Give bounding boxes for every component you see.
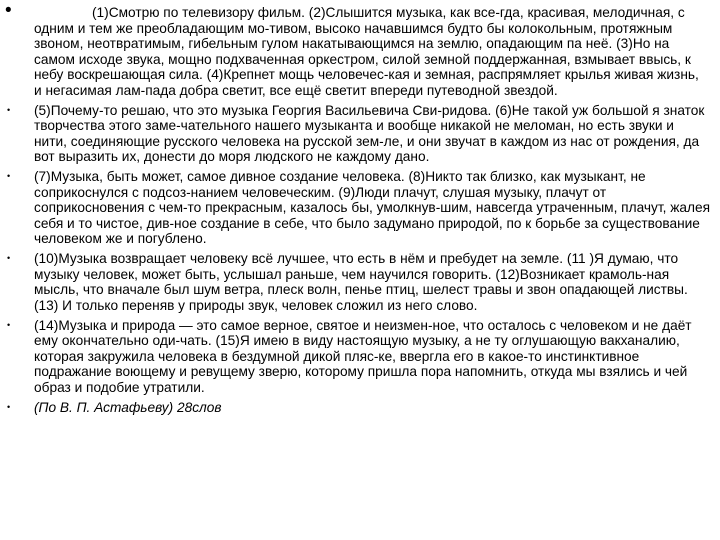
bullet-icon: • [7, 401, 11, 412]
source-attribution [7, 399, 710, 416]
paragraph-text: (10)Музыка возвращает человеку всё лучшее, что есть в нём и пребудет на земле. (11 )Я думаю, что музыку человек, может быть, услышал раньше, чем научился говорить. (12)Возникает крамоль-ная мысль, что вначале был шум ветра, плеск волн, пенье птиц, шелест травы и звон опадающей листвы. (13) И только переняв у природы звук, человек сложил из него слово. [34, 251, 688, 313]
paragraph-text: (1)Смотрю по телевизору фильм. (2)Слышится музыка, как все-гда, красивая, мелодичная, с одним и тем же преобладающим мо-тивом, высоко начавшимся будто бы колокольным, протяжным звоном, неотвратимым, гибельным гулом накатывающимся на землю, опадающим па неё. (3)Но на самом исходе звука, мощно подхваченная оркестром, силой земной поддержанная, взмывает ввысь, к небу воскрешающая сила. (4)Крепнет мощь человечес-кая и земная, распрямляет крылья живая жизнь, и негасимая лам-пада добра светит, все ещё светит впереди путеводной звездой. [34, 5, 699, 98]
paragraph-3 [7, 169, 710, 247]
paragraph-5 [7, 317, 710, 396]
paragraph-2 [7, 102, 710, 165]
bullet-icon: • [5, 0, 12, 21]
bullet-icon: • [7, 171, 11, 182]
bullet-icon: • [7, 319, 11, 330]
paragraph-1 [5, 0, 710, 98]
paragraph-text: (14)Музыка и природа — это самое верное, святое и неизмен-ное, что осталось с человеком и не даёт ему окончательно оди-чать. (15)Я имею в виду настоящую музыку, а не ту оглушающую вакханалию, которая закружила человека в бездумной дикой пляс-ке, ввергла его в какое-то инстинктивное подражание воющему и ревущему зверю, которому пришла пора напомнить, откуда мы взялись и чей образ и подобие утратили. [34, 317, 692, 395]
paragraph-list [5, 0, 710, 420]
paragraph-4 [7, 251, 710, 313]
bullet-icon: • [7, 253, 11, 264]
attribution-text: (По В. П. Астафьеву) 28слов [34, 399, 222, 415]
paragraph-text: (5)Почему-то решаю, что это музыка Георгия Васильевича Сви-ридова. (6)Не такой уж большой я знаток творчества этого заме-чательного нашего музыканта и вообще никакой не меломан, но есть звуки и нити, соединяющие русского человека на русской зем-ле, и они звучат в каждом из нас от рождения, да вот выразить их, донести до моря людского не каждому дано. [34, 102, 705, 165]
paragraph-text: (7)Музыка, быть может, самое дивное создание человека. (8)Никто так близко, как музыкант, не соприкоснулся с подсоз-нанием человеческим. (9)Люди плачут, слушая музыку, плачут от соприкосновения с чем-то прекрасным, казалось бы, умолкнув-шим, навсегда утраченным, плачут, жалея себя и то чистое, див-ное создание в себе, что было задумано природой, по к борьбе за существование человеком же и погублено. [34, 169, 710, 247]
bullet-icon: • [7, 104, 11, 115]
